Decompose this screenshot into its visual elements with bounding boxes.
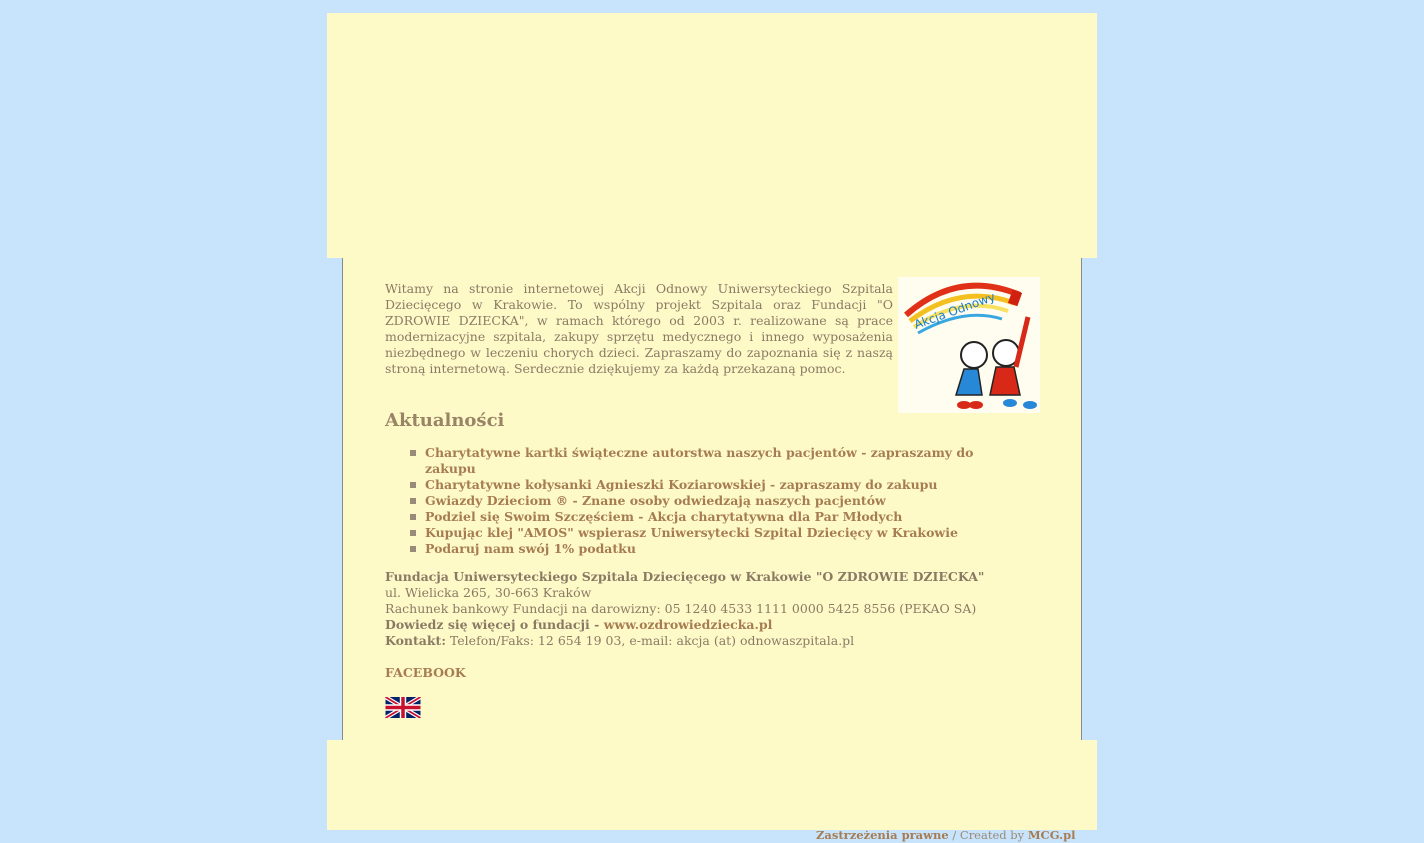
- credits-separator: / Created by: [948, 828, 1028, 842]
- list-item[interactable]: [410, 509, 1020, 525]
- creator-link[interactable]: MCG.pl: [1027, 828, 1076, 842]
- header-banner: [327, 13, 1097, 258]
- logo-drawing: [898, 277, 1040, 413]
- bullet-icon: [410, 498, 416, 504]
- list-item[interactable]: [410, 541, 1020, 557]
- contact-value: Telefon/Faks: 12 654 19 03, e-mail: akcja (at) odnowaszpitala.pl: [445, 633, 855, 648]
- uk-flag-drawing[interactable]: [385, 697, 421, 718]
- uk-flag-icon[interactable]: [385, 697, 421, 718]
- news-list: [410, 445, 1020, 557]
- news-link[interactable]: Podziel się Swoim Szczęściem - Akcja charytatywna dla Par Młodych: [425, 509, 903, 524]
- list-item[interactable]: [410, 445, 1020, 477]
- bullet-icon: [410, 514, 416, 520]
- bullet-icon: [410, 530, 416, 536]
- list-item[interactable]: [410, 525, 1020, 541]
- bullet-icon: [410, 546, 416, 552]
- facebook-link[interactable]: FACEBOOK: [385, 665, 466, 680]
- bullet-icon: [410, 450, 416, 456]
- bullet-icon: [410, 482, 416, 488]
- foundation-website-link[interactable]: www.ozdrowiedziecka.pl: [603, 617, 773, 632]
- contact-label: Kontakt:: [385, 633, 446, 648]
- akcja-odnowy-logo: [898, 277, 1040, 413]
- foundation-more: [385, 617, 1065, 633]
- news-link[interactable]: Charytatywne kołysanki Agnieszki Koziarowskiej - zapraszamy do zakupu: [425, 477, 938, 492]
- intro-text: Witamy na stronie internetowej Akcji Odnowy Uniwersyteckiego Szpitala Dziecięcego w Krakowie. To wspólny projekt Szpitala oraz Fundacji "O ZDROWIE DZIECKA", w ramach którego od 2003 r. realizowane są prace modernizacyjne szpitala, zakupy sprzętu medycznego i innego wyposażenia niezbędnego w leczeniu chorych dzieci. Zapraszamy do zapoznania się z naszą stroną internetową. Serdecznie dziękujemy za każdą przekazaną pomoc.: [385, 281, 893, 376]
- foundation-more-label: Dowiedz się więcej o fundacji -: [385, 617, 604, 632]
- news-link[interactable]: Kupując klej "AMOS" wspierasz Uniwersytecki Szpital Dziecięcy w Krakowie: [425, 525, 958, 540]
- news-link[interactable]: Charytatywne kartki świąteczne autorstwa naszych pacjentów - zapraszamy do zakupu: [425, 445, 974, 476]
- list-item[interactable]: [410, 493, 1020, 509]
- logo-label: Akcja Odnowy: [912, 289, 998, 332]
- legal-notice-link[interactable]: Zastrzeżenia prawne: [816, 828, 949, 842]
- news-link[interactable]: Podaruj nam swój 1% podatku: [425, 541, 636, 556]
- contact-line: [385, 633, 1065, 649]
- list-item[interactable]: [410, 477, 1020, 493]
- news-link[interactable]: Gwiazdy Dzieciom ® - Znane osoby odwiedzają naszych pacjentów: [425, 493, 886, 508]
- foundation-bank-account: Rachunek bankowy Fundacji na darowizny: 05 1240 4533 1111 0000 5425 8556 (PEKAO SA): [385, 601, 977, 616]
- footer-band: [327, 740, 1097, 830]
- footer-credits: [816, 828, 1076, 843]
- news-title: Aktualności: [385, 410, 505, 431]
- foundation-address: ul. Wielicka 265, 30-663 Kraków: [385, 585, 592, 600]
- foundation-name: Fundacja Uniwersyteckiego Szpitala Dziecięcego w Krakowie "O ZDROWIE DZIECKA": [385, 569, 985, 584]
- foundation-info: [385, 569, 1065, 649]
